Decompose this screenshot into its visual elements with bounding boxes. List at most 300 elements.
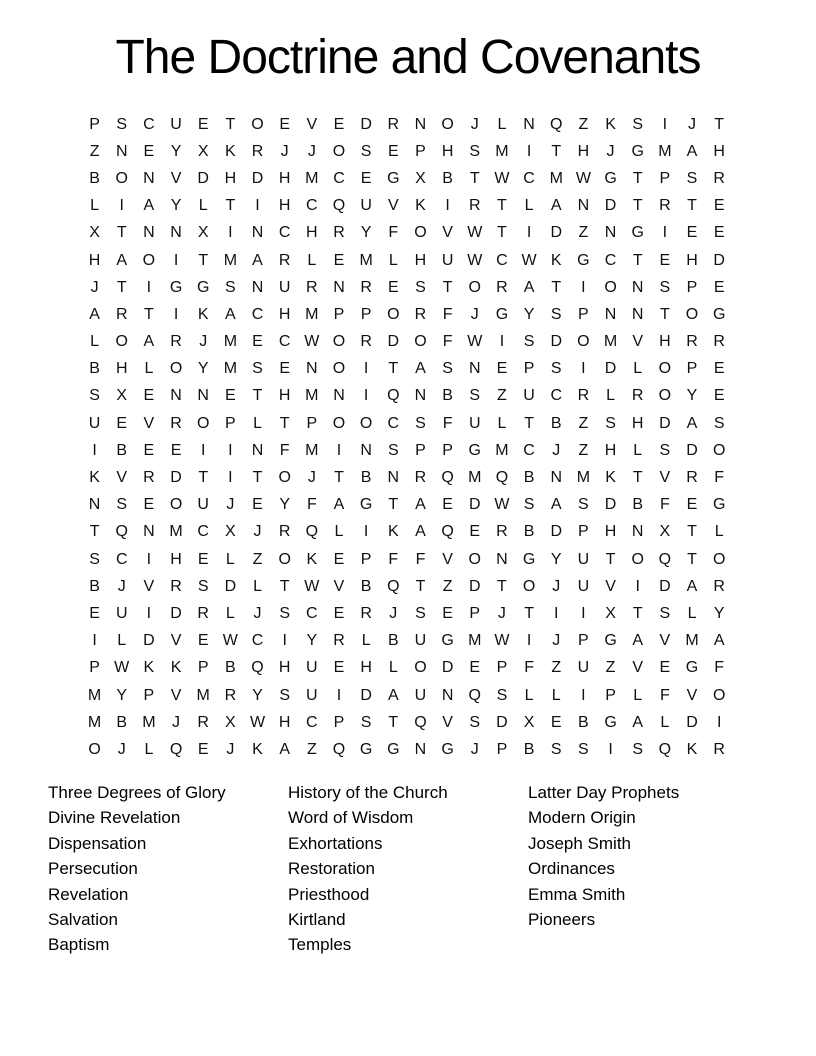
grid-letter: W — [494, 169, 510, 187]
grid-letter: Y — [279, 496, 290, 514]
grid-letter: M — [576, 469, 591, 487]
grid-letter: Q — [332, 740, 346, 758]
grid-letter: F — [714, 659, 725, 677]
grid-letter: V — [170, 686, 182, 704]
grid-letter: O — [332, 333, 346, 351]
grid-letter: G — [712, 496, 726, 514]
grid-letter: D — [686, 441, 698, 459]
grid-letter: G — [604, 632, 617, 650]
grid-letter: S — [360, 142, 372, 160]
grid-letter: I — [200, 441, 206, 459]
grid-letter: A — [387, 686, 399, 704]
grid-letter: S — [469, 142, 481, 160]
word-list-item: Exhortations — [288, 833, 383, 853]
grid-letter: E — [252, 333, 263, 351]
grid-letter: O — [577, 333, 590, 351]
word-list-item: Pioneers — [528, 910, 596, 930]
grid-letter: A — [143, 197, 155, 215]
grid-letter: E — [686, 224, 698, 242]
grid-letter: M — [495, 142, 509, 160]
grid-letter: H — [604, 523, 617, 541]
grid-letter: H — [170, 550, 182, 568]
grid-letter: N — [523, 115, 535, 133]
grid-letter: P — [496, 659, 508, 677]
grid-letter: T — [524, 414, 534, 432]
grid-letter: X — [197, 224, 209, 242]
grid-letter: L — [687, 604, 697, 622]
grid-letter: D — [441, 659, 454, 677]
grid-letter: S — [550, 740, 562, 758]
grid-letter: E — [225, 387, 236, 405]
grid-letter: T — [632, 197, 643, 215]
grid-letter: A — [550, 197, 562, 215]
grid-letter: R — [197, 713, 209, 731]
grid-letter: K — [387, 523, 399, 541]
grid-letter: L — [144, 360, 154, 378]
grid-letter: P — [496, 740, 508, 758]
grid-letter: M — [359, 251, 373, 269]
grid-letter: W — [494, 496, 510, 514]
grid-letter: F — [279, 441, 290, 459]
grid-letter: Q — [495, 469, 509, 487]
grid-letter: Y — [550, 550, 562, 568]
grid-letter: G — [196, 278, 210, 296]
grid-letter: E — [279, 360, 290, 378]
grid-letter: A — [523, 278, 535, 296]
grid-letter: V — [170, 632, 182, 650]
grid-letter: Q — [305, 523, 319, 541]
grid-letter: L — [361, 632, 371, 650]
grid-letter: J — [253, 604, 262, 622]
grid-letter: U — [115, 604, 128, 622]
grid-letter: T — [144, 305, 154, 323]
grid-letter: I — [173, 251, 179, 269]
grid-letter: B — [550, 414, 562, 432]
grid-letter: E — [360, 169, 372, 187]
grid-letter: E — [333, 550, 345, 568]
grid-letter: O — [631, 550, 644, 568]
grid-letter: K — [605, 115, 616, 133]
grid-letter: C — [278, 333, 291, 351]
grid-letter: J — [226, 740, 235, 758]
grid-letter: L — [307, 251, 317, 269]
grid-letter: C — [387, 414, 400, 432]
grid-letter: C — [115, 550, 128, 568]
grid-letter: I — [716, 713, 722, 731]
grid-letter: H — [604, 441, 617, 459]
word-list-item: Kirtland — [288, 910, 346, 930]
grid-letter: E — [713, 197, 725, 215]
grid-letter: U — [577, 550, 590, 568]
grid-letter: C — [523, 441, 535, 459]
grid-letter: J — [117, 740, 126, 758]
grid-letter: G — [495, 305, 509, 323]
grid-letter: S — [415, 278, 426, 296]
grid-letter: E — [659, 251, 671, 269]
grid-letter: K — [89, 469, 100, 487]
page-title: The Doctrine and Covenants — [115, 31, 701, 84]
grid-letter: N — [496, 550, 508, 568]
grid-letter: T — [687, 550, 697, 568]
grid-letter: E — [442, 496, 453, 514]
grid-letter: D — [496, 713, 508, 731]
grid-letter: W — [521, 251, 537, 269]
grid-letter: U — [278, 278, 291, 296]
grid-letter: E — [713, 278, 725, 296]
grid-letter: N — [631, 278, 644, 296]
grid-letter: M — [305, 305, 319, 323]
grid-letter: J — [280, 142, 289, 160]
grid-letter: Z — [497, 387, 507, 405]
grid-letter: T — [388, 496, 399, 514]
grid-letter: T — [551, 142, 562, 160]
grid-letter: G — [522, 550, 536, 568]
grid-letter: A — [116, 251, 128, 269]
grid-letter: U — [306, 686, 318, 704]
grid-letter: I — [499, 333, 505, 351]
grid-letter: E — [197, 115, 209, 133]
grid-letter: O — [251, 115, 264, 133]
grid-letter: J — [90, 278, 99, 296]
grid-letter: D — [360, 115, 372, 133]
grid-letter: J — [253, 523, 262, 541]
grid-letter: N — [143, 523, 155, 541]
grid-letter: I — [228, 441, 233, 459]
grid-letter: L — [253, 577, 262, 595]
grid-letter: Y — [713, 604, 725, 622]
grid-letter: H — [278, 305, 291, 323]
grid-letter: T — [225, 197, 236, 215]
grid-letter: X — [415, 169, 426, 187]
grid-letter: B — [632, 496, 644, 514]
grid-letter: I — [581, 604, 586, 622]
grid-letter: R — [659, 197, 671, 215]
grid-letter: E — [550, 713, 562, 731]
grid-letter: S — [659, 604, 671, 622]
grid-letter: O — [278, 469, 291, 487]
grid-letter: W — [467, 251, 483, 269]
grid-letter: D — [550, 333, 563, 351]
grid-letter: O — [414, 333, 427, 351]
grid-letter: Q — [441, 523, 454, 541]
grid-letter: D — [468, 496, 481, 514]
grid-letter: A — [415, 360, 426, 378]
grid-letter: K — [686, 740, 698, 758]
grid-letter: L — [117, 632, 127, 650]
grid-letter: C — [197, 523, 209, 541]
grid-letter: E — [197, 632, 209, 650]
grid-letter: P — [360, 550, 372, 568]
grid-letter: S — [686, 169, 698, 187]
grid-letter: N — [631, 523, 644, 541]
grid-letter: T — [497, 224, 507, 242]
grid-letter: G — [468, 441, 481, 459]
grid-letter: P — [333, 305, 345, 323]
grid-letter: C — [604, 251, 617, 269]
grid-letter: W — [222, 632, 238, 650]
grid-letter: E — [713, 387, 725, 405]
grid-letter: W — [249, 713, 266, 731]
word-list-item: Dispensation — [48, 833, 147, 853]
grid-letter: N — [387, 469, 400, 487]
word-list-column — [528, 780, 679, 932]
grid-letter: I — [146, 278, 152, 296]
grid-letter: S — [659, 278, 671, 296]
grid-letter: N — [468, 360, 481, 378]
grid-letter: T — [632, 469, 643, 487]
grid-letter: R — [333, 632, 345, 650]
grid-letter: H — [577, 142, 590, 160]
grid-letter: F — [388, 224, 399, 242]
grid-letter: S — [116, 496, 128, 514]
grid-letter: L — [497, 414, 507, 432]
grid-letter: E — [197, 550, 209, 568]
grid-letter: P — [578, 632, 589, 650]
grid-letter: Z — [89, 142, 100, 160]
grid-letter: V — [143, 577, 155, 595]
grid-letter: S — [550, 360, 562, 378]
grid-letter: J — [307, 142, 316, 160]
grid-letter: O — [414, 659, 427, 677]
grid-letter: C — [496, 251, 508, 269]
grid-letter: V — [442, 550, 453, 568]
grid-letter: T — [116, 278, 127, 296]
grid-letter: S — [659, 441, 671, 459]
grid-letter: R — [170, 577, 182, 595]
grid-letter: S — [578, 496, 589, 514]
grid-letter: M — [685, 632, 699, 650]
grid-letter: Y — [306, 632, 318, 650]
grid-letter: Q — [387, 577, 400, 595]
grid-letter: Z — [252, 550, 263, 568]
grid-letter: J — [497, 604, 506, 622]
grid-letter: T — [469, 169, 480, 187]
grid-letter: R — [713, 577, 725, 595]
grid-letter: P — [442, 441, 453, 459]
grid-letter: T — [415, 577, 426, 595]
grid-letter: R — [278, 251, 291, 269]
grid-letter: N — [170, 224, 182, 242]
grid-letter: S — [632, 115, 644, 133]
grid-letter: S — [415, 414, 426, 432]
grid-letter: Z — [442, 577, 453, 595]
grid-letter: R — [414, 305, 427, 323]
grid-letter: Q — [115, 523, 128, 541]
grid-letter: J — [688, 115, 697, 133]
grid-letter: L — [714, 523, 724, 541]
grid-letter: D — [604, 197, 617, 215]
grid-letter: S — [360, 713, 372, 731]
grid-letter: J — [172, 713, 181, 731]
grid-letter: L — [225, 604, 235, 622]
grid-letter: P — [89, 659, 100, 677]
grid-letter: C — [143, 115, 155, 133]
grid-letter: X — [89, 224, 100, 242]
grid-letter: Z — [578, 224, 589, 242]
grid-letter: S — [550, 305, 562, 323]
grid-letter: N — [333, 278, 345, 296]
grid-letter: Y — [116, 686, 128, 704]
grid-letter: K — [143, 659, 155, 677]
grid-letter: K — [550, 251, 562, 269]
grid-letter: E — [496, 360, 508, 378]
grid-letter: E — [116, 414, 128, 432]
grid-letter: O — [332, 414, 346, 432]
grid-letter: B — [442, 169, 453, 187]
grid-letter: H — [278, 197, 291, 215]
grid-letter: U — [577, 659, 590, 677]
word-list-item: Persecution — [48, 859, 138, 879]
grid-letter: H — [278, 387, 291, 405]
grid-letter: S — [89, 387, 100, 405]
grid-letter: M — [549, 169, 563, 187]
grid-letter: R — [197, 604, 209, 622]
grid-letter: I — [228, 224, 233, 242]
grid-letter: S — [523, 333, 535, 351]
grid-letter: N — [550, 469, 563, 487]
grid-letter: L — [198, 197, 208, 215]
grid-letter: Z — [578, 414, 589, 432]
grid-letter: I — [92, 441, 97, 459]
word-list-column — [48, 780, 226, 958]
grid-letter: E — [197, 740, 209, 758]
grid-letter: X — [116, 387, 128, 405]
grid-letter: M — [196, 686, 210, 704]
grid-letter: D — [170, 604, 182, 622]
grid-letter: L — [388, 251, 398, 269]
grid-letter: R — [686, 333, 698, 351]
grid-letter: T — [279, 414, 290, 432]
grid-letter: O — [522, 577, 536, 595]
grid-letter: B — [89, 169, 100, 187]
grid-letter: X — [605, 604, 616, 622]
grid-letter: R — [360, 604, 372, 622]
grid-letter: J — [470, 740, 479, 758]
grid-letter: I — [146, 550, 152, 568]
grid-letter: D — [713, 251, 725, 269]
grid-letter: V — [632, 333, 644, 351]
grid-letter: N — [251, 278, 264, 296]
grid-letter: S — [713, 414, 725, 432]
grid-letter: O — [468, 278, 481, 296]
grid-letter: U — [170, 115, 182, 133]
grid-letter: O — [658, 387, 672, 405]
grid-letter: A — [279, 740, 290, 758]
grid-letter: I — [363, 387, 369, 405]
grid-letter: V — [116, 469, 128, 487]
grid-letter: Y — [523, 305, 535, 323]
grid-letter: I — [363, 523, 369, 541]
grid-letter: O — [712, 441, 726, 459]
grid-letter: I — [662, 115, 668, 133]
grid-letter: N — [414, 115, 427, 133]
grid-letter: A — [415, 496, 426, 514]
grid-letter: I — [526, 632, 532, 650]
grid-letter: F — [306, 496, 317, 514]
grid-letter: Y — [360, 224, 372, 242]
grid-letter: S — [225, 278, 236, 296]
grid-letter: P — [225, 414, 236, 432]
grid-letter: N — [306, 360, 318, 378]
grid-letter: O — [712, 550, 726, 568]
grid-letter: M — [305, 441, 319, 459]
word-list-item: Revelation — [48, 884, 129, 904]
grid-letter: P — [415, 441, 426, 459]
grid-letter: T — [225, 115, 236, 133]
grid-letter: G — [631, 142, 644, 160]
grid-letter: L — [633, 360, 643, 378]
grid-letter: N — [631, 305, 644, 323]
grid-letter: A — [89, 305, 100, 323]
grid-letter: Z — [578, 115, 589, 133]
grid-letter: D — [468, 577, 481, 595]
grid-letter: P — [143, 686, 155, 704]
grid-letter: C — [550, 387, 563, 405]
grid-letter: K — [415, 197, 426, 215]
grid-letter: R — [360, 333, 372, 351]
grid-letter: R — [713, 169, 725, 187]
grid-letter: P — [605, 686, 616, 704]
grid-letter: B — [442, 387, 453, 405]
grid-letter: D — [360, 686, 372, 704]
grid-letter: N — [414, 387, 427, 405]
grid-letter: C — [251, 305, 264, 323]
grid-letter: S — [279, 604, 290, 622]
grid-letter: X — [225, 523, 236, 541]
grid-letter: S — [197, 577, 209, 595]
grid-letter: H — [659, 333, 671, 351]
grid-letter: O — [115, 169, 128, 187]
grid-letter: I — [146, 604, 152, 622]
grid-letter: L — [144, 740, 154, 758]
grid-letter: D — [686, 713, 698, 731]
grid-letter: T — [659, 305, 670, 323]
grid-letter: P — [197, 659, 209, 677]
grid-letter: N — [251, 441, 264, 459]
grid-letter: L — [90, 333, 100, 351]
grid-letter: X — [659, 523, 671, 541]
grid-letter: O — [169, 496, 183, 514]
grid-letter: G — [631, 224, 644, 242]
grid-letter: T — [632, 251, 643, 269]
grid-letter: T — [605, 550, 616, 568]
grid-letter: U — [306, 659, 318, 677]
grid-letter: F — [415, 550, 426, 568]
grid-letter: E — [143, 387, 155, 405]
grid-letter: E — [469, 523, 481, 541]
word-list-item: Emma Smith — [528, 884, 626, 904]
word-search-grid — [81, 111, 733, 764]
grid-letter: T — [497, 577, 507, 595]
grid-letter: V — [442, 224, 453, 242]
grid-letter: N — [604, 305, 617, 323]
grid-letter: A — [713, 632, 725, 650]
grid-letter: P — [360, 305, 372, 323]
grid-letter: H — [631, 414, 644, 432]
grid-letter: A — [415, 523, 426, 541]
grid-letter: N — [170, 387, 182, 405]
grid-letter: G — [712, 305, 726, 323]
grid-letter: G — [387, 740, 400, 758]
grid-letter: W — [467, 224, 483, 242]
grid-letter: J — [389, 604, 398, 622]
grid-letter: C — [333, 169, 345, 187]
grid-letter: Q — [169, 740, 183, 758]
grid-letter: Q — [468, 686, 481, 704]
grid-letter: P — [523, 360, 535, 378]
grid-letter: H — [88, 251, 101, 269]
grid-letter: I — [228, 469, 233, 487]
